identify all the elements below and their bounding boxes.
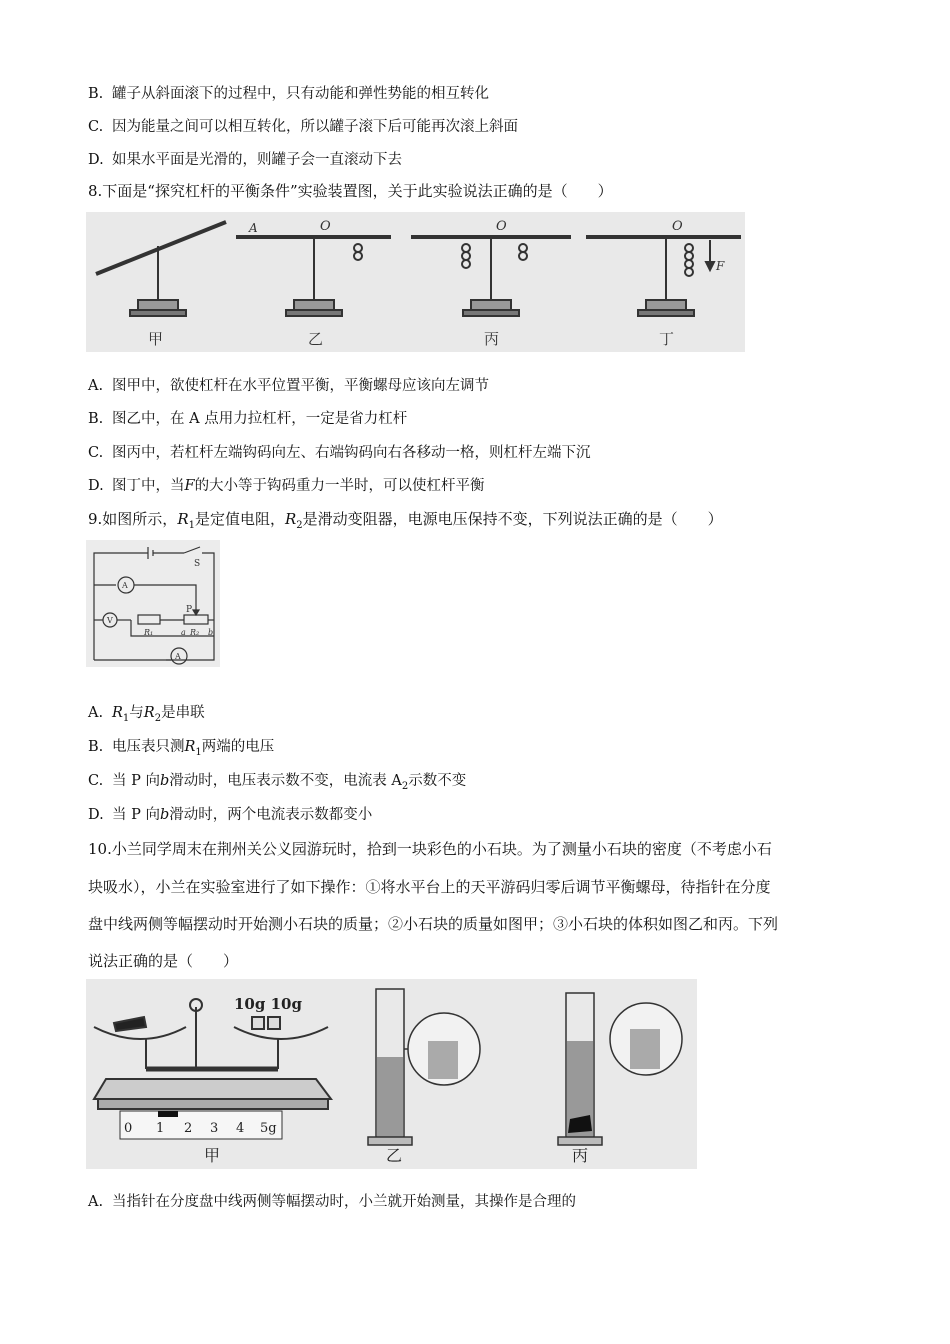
q7-option-d: D. 如果水平面是光滑的，则罐子会一直滚动下去 [88,152,402,168]
lever-ding [586,237,741,316]
ammeter-a1-label: A [122,581,128,590]
q10-stem-line4: 说法正确的是（ ） [88,952,239,970]
q7-option-b: B. 罐子从斜面滚下的过程中，只有动能和弹性势能的相互转化 [88,86,489,102]
q8-option-a: A. 图甲中，欲使杠杆在水平位置平衡，平衡螺母应该向左调节 [88,378,489,394]
lever-jia [96,222,226,316]
slider-p-label: P [186,605,193,615]
lever-figure [86,212,745,352]
label-ding: 丁 [659,330,675,348]
label-yi: 乙 [308,330,324,348]
switch-s-label: S [194,559,201,569]
r1-label: R₁ [144,628,154,637]
terminal-b-label: b [208,628,214,637]
label-yi: 乙 [386,1146,403,1165]
q10-stem-line3: 盘中线两侧等幅摆动时开始测小石块的质量；②小石块的质量如图甲；③小石块的体积如图乙和丙。下列 [88,915,779,933]
scale-tick-2: 2 [184,1121,193,1136]
q8-option-b: B. 图乙中，在 A 点用力拉杠杆，一定是省力杠杆 [88,411,408,427]
cylinder-yi [368,989,480,1145]
force-f-label: F [716,259,725,273]
fulcrum-o-ding: O [672,219,683,234]
q8-option-c: C. 图丙中，若杠杆左端钩码向左、右端钩码向右各移动一格，则杠杆左端下沉 [88,445,591,461]
scale-tick-3: 3 [210,1121,219,1136]
q10-stem-line1: 10.小兰同学周末在荆州关公义园游玩时，拾到一块彩色的小石块。为了测量小石块的密度（不考虑小石 [88,840,772,858]
q9-option-d: D. 当 P 向b滑动时，两个电流表示数都变小 [88,807,373,823]
lever-bing [411,237,571,316]
scale-tick-0: 0 [124,1121,133,1136]
terminal-a-label: a [181,628,186,637]
q10-stem-line2: 块吸水），小兰在实验室进行了如下操作：①将水平台上的天平游码归零后调节平衡螺母，待指针在分度 [88,878,771,896]
voltmeter-v-label: V [107,616,113,625]
label-jia: 甲 [204,1146,221,1165]
scale-tick-5: 5g [260,1121,277,1136]
ammeter-a2-label: A [175,652,181,661]
balance-drawing [94,999,331,1109]
q9-option-c: C. 当 P 向b滑动时，电压表示数不变，电流表 $A_2$示数不变 [88,773,467,792]
point-a-label: A [249,221,258,235]
q8-stem: 8.下面是“探究杠杆的平衡条件”实验装置图，关于此实验说法正确的是（ ） [88,182,613,200]
fulcrum-o-bing: O [496,219,507,234]
scale-tick-1: 1 [156,1121,165,1136]
scale-tick-4: 4 [236,1121,245,1136]
q8-option-d: D. 图丁中，当F的大小等于钩码重力一半时，可以使杠杆平衡 [88,478,485,494]
density-figure [86,979,697,1169]
circuit-figure [86,540,220,667]
label-bing: 丙 [484,330,500,348]
rider-scale [120,1111,282,1139]
q9-option-a: A. $R_1$与$R_2$是串联 [88,705,205,724]
fulcrum-o-yi: O [320,219,331,234]
q10-option-a: A. 当指针在分度盘中线两侧等幅摆动时，小兰就开始测量，其操作是合理的 [88,1194,576,1210]
label-jia: 甲 [148,330,164,348]
q9-stem: 9.如图所示，$R_1$是定值电阻，$R_2$是滑动变阻器，电源电压保持不变，下列说法正确的是（ ） [88,510,723,531]
q7-option-c: C. 因为能量之间可以相互转化，所以罐子滚下后可能再次滚上斜面 [88,119,518,135]
label-bing: 丙 [572,1146,589,1165]
lever-yi [236,237,391,316]
q9-option-b: B. 电压表只测$R_1$两端的电压 [88,739,275,758]
r2-label: R₂ [190,628,200,637]
cylinder-bing [558,993,682,1145]
weights-label: 10g 10g [234,995,302,1013]
